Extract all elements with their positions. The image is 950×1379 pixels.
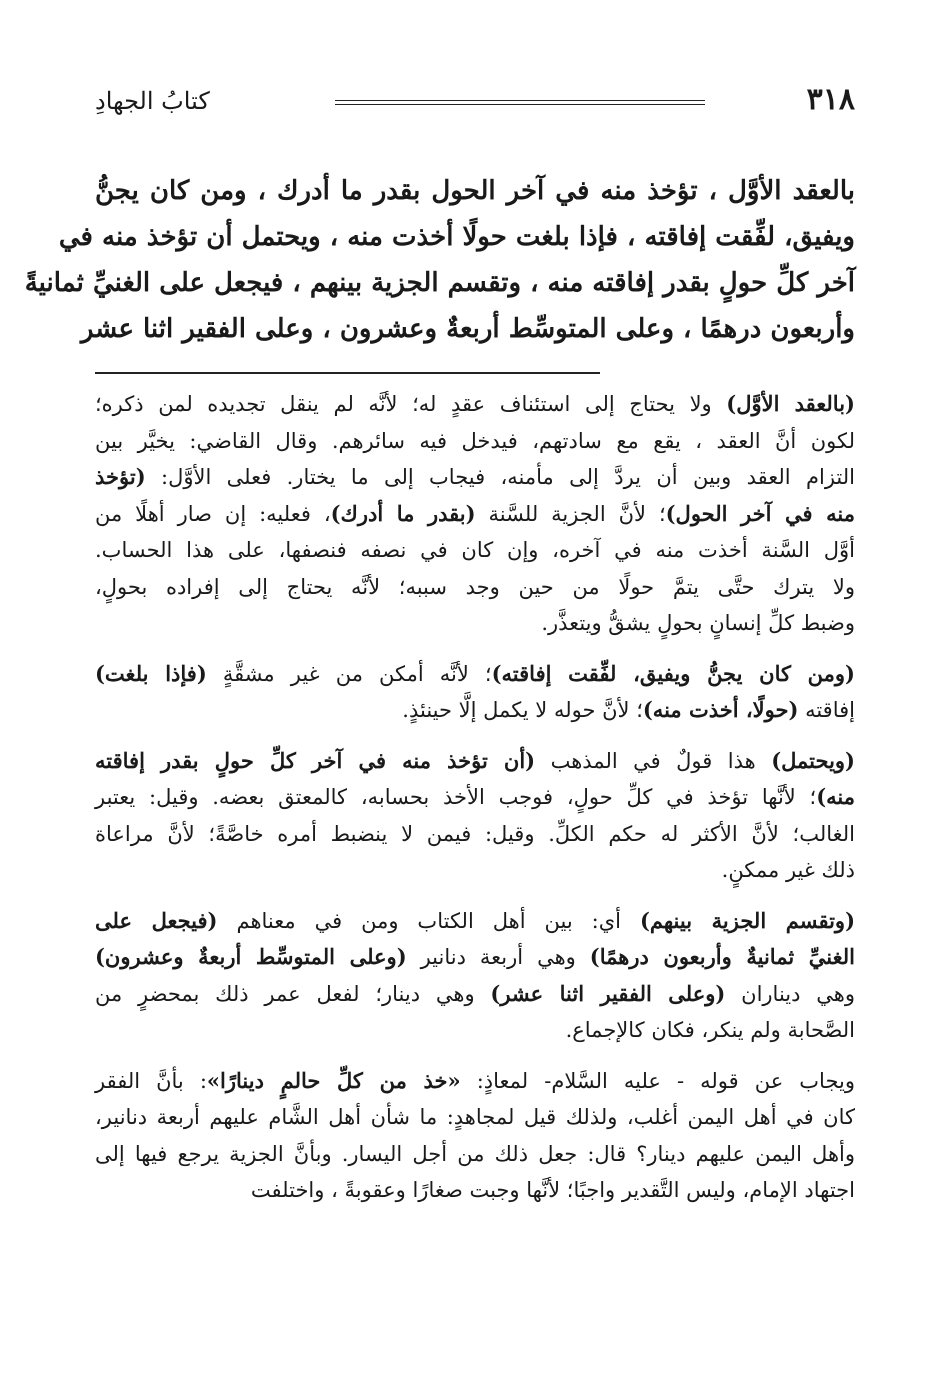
commentary-text: ولا يحتاج إلى استئناف عقدٍ له؛ لأنَّه لم ينقل تجديده لمن ذكره؛ (95, 392, 727, 416)
header-double-rule (335, 100, 705, 101)
commentary-paragraph (95, 656, 855, 729)
main-text-line: آخر كلِّ حولٍ بقدر إفاقته منه ، وتقسم الجزية بينهم ، فيجعل على الغنيِّ ثمانيةً (24, 268, 855, 298)
commentary-line (95, 1063, 855, 1100)
commentary-text: ذلك غير ممكنٍ. (721, 858, 855, 882)
commentary-line (95, 569, 855, 606)
commentary-line (95, 496, 855, 533)
commentary-paragraph (95, 1063, 855, 1209)
main-text-block (24, 168, 855, 352)
commentary-line (95, 386, 855, 423)
commentary-line (95, 605, 855, 642)
quoted-main-text: (بالعقد الأوَّل) (726, 391, 855, 416)
commentary-paragraph (95, 903, 855, 1049)
quoted-main-text: (أن تؤخذ منه في آخر كلِّ حولٍ بقدر إفاقته (95, 747, 536, 773)
commentary-paragraph (95, 386, 855, 642)
commentary-text: ؛ لأنَّها تؤخذ في كلِّ حولٍ، فوجب الأخذ بحسابه، كالمعتق بعضه. وقيل: يعتبر (95, 785, 817, 809)
commentary-line (95, 976, 855, 1013)
commentary-line (95, 532, 855, 569)
main-text-line: ويفيق، لفِّقت إفاقته ، فإذا بلغت حولًا أخذت منه ، ويحتمل أن تؤخذ منه في (58, 222, 855, 252)
commentary-line (95, 852, 855, 889)
page-number: ٣١٨ (806, 82, 855, 117)
main-text-line: وأربعون درهمًا ، وعلى المتوسِّط أربعةٌ وعشرون ، وعلى الفقير اثنا عشر (80, 314, 855, 344)
commentary-line (95, 459, 855, 496)
commentary-text: وهي ديناران (725, 981, 855, 1006)
commentary-text: اجتهاد الإمام، وليس التَّقدير واجبًا؛ لأنَّها وجبت صغارًا وعقوبةً ، واختلفت (250, 1178, 855, 1202)
quoted-main-text: (ومن كان يجنُّ ويفيق، لفِّقت إفاقته) (491, 660, 855, 686)
quoted-main-text: (فإذا بلغت) (95, 660, 207, 686)
quoted-main-text: (فيجعل على (95, 907, 218, 933)
running-title: كتابُ الجهادِ (95, 87, 210, 115)
commentary-line (95, 939, 855, 976)
commentary-line (95, 1012, 855, 1049)
commentary-line (95, 1136, 855, 1173)
commentary-text: التزام العقد وبين أن يردَّ إلى مأمنه، فيجاب إلى ما يختار. فعلى الأوَّل: (145, 465, 855, 489)
quoted-main-text: (ويحتمل) (771, 747, 855, 773)
commentary-text: إفاقته (798, 698, 855, 722)
quoted-main-text: (وعلى المتوسِّط أربعةٌ وعشرون) (95, 944, 407, 969)
commentary-paragraph (95, 743, 855, 889)
commentary-line (95, 743, 855, 780)
quoted-main-text: (حولًا، أخذت منه) (642, 697, 799, 722)
commentary-text: ، فعليه: إن صار أهلًا من (95, 501, 331, 526)
commentary-line (95, 903, 855, 940)
page-header (95, 82, 855, 122)
commentary-text: أوَّل السَّنة أخذت منه في آخره، وإن كان في نصفه فنصفها، على هذا الحساب. (95, 538, 855, 562)
commentary-line (95, 1099, 855, 1136)
commentary-line (95, 692, 855, 729)
commentary-block (95, 372, 855, 1209)
commentary-text: ولا يترك حتَّى يتمَّ حولًا من حين وجد سببه؛ لأنَّه يحتاج إلى إفراده بحولٍ، (95, 574, 855, 599)
commentary-line (95, 1172, 855, 1209)
commentary-text: لكون أنَّ العقد ، يقع مع سادتهم، فيدخل فيه سائرهم. وقال القاضي: يخيَّر بين (95, 428, 855, 453)
commentary-text: هذا قولٌ في المذهب (535, 748, 772, 773)
commentary-text: : بأنَّ الفقر (95, 1068, 207, 1093)
main-text-line: بالعقد الأوَّل ، تؤخذ منه في آخر الحول بقدر ما أدرك ، ومن كان يجنُّ (95, 176, 855, 206)
commentary-text: ؛ لأنَّ حوله لا يكمل إلَّا حينئذٍ. (402, 698, 643, 722)
quoted-main-text: «خذ من كلِّ حالمٍ دينارًا» (206, 1067, 461, 1093)
commentary-line (95, 816, 855, 853)
commentary-text: وضبط كلِّ إنسانٍ بحولٍ يشقُّ ويتعذَّر. (541, 611, 855, 635)
commentary-text: ويجاب عن قوله - عليه السَّلام- لمعاذٍ: (460, 1068, 855, 1093)
commentary-text: وهي أربعة دنانير (406, 945, 590, 969)
commentary-text: وهي دينار؛ لفعل عمر ذلك بمحضرٍ من (95, 981, 491, 1006)
commentary-text: الصَّحابة ولم ينكر، فكان كالإجماع. (565, 1018, 855, 1042)
quoted-main-text: (وتقسم الجزية بينهم) (639, 907, 856, 933)
commentary-text: وأهل اليمن عليهم دينار؟ قال: جعل ذلك من أجل اليسار. وبأنَّ الجزية يرجع فيها إلى (95, 1141, 855, 1166)
commentary-text: ؛ لأنَّه أمكن من غير مشقَّةٍ (206, 661, 492, 686)
quoted-main-text: (وعلى الفقير اثنا عشر) (490, 980, 726, 1006)
commentary-text: أي: بين أهل الكتاب ومن في معناهم (217, 908, 640, 933)
commentary-line (95, 656, 855, 693)
quoted-main-text: (تؤخذ (95, 464, 146, 489)
commentary-text: الغالب؛ لأنَّ الأكثر له حكم الكلِّ. وقيل: فيمن لا ينضبط أمره خاصَّةً؛ لأنَّ مراعاة (95, 821, 855, 846)
quoted-main-text: منه) (816, 784, 855, 809)
commentary-line (95, 423, 855, 460)
quoted-main-text: منه في آخر الحول) (665, 500, 855, 526)
quoted-main-text: الغنيِّ ثمانيةٌ وأربعون درهمًا) (589, 944, 855, 969)
commentary-text: كان في أهل اليمن أغلب، ولذلك قيل لمجاهدٍ: ما شأن أهل الشَّام عليهم أربعة دنانير، (95, 1105, 855, 1129)
commentary-text: ؛ لأنَّ الجزية للسَّنة (475, 501, 666, 526)
quoted-main-text: (بقدر ما أدرك) (330, 500, 476, 526)
commentary-line (95, 779, 855, 816)
